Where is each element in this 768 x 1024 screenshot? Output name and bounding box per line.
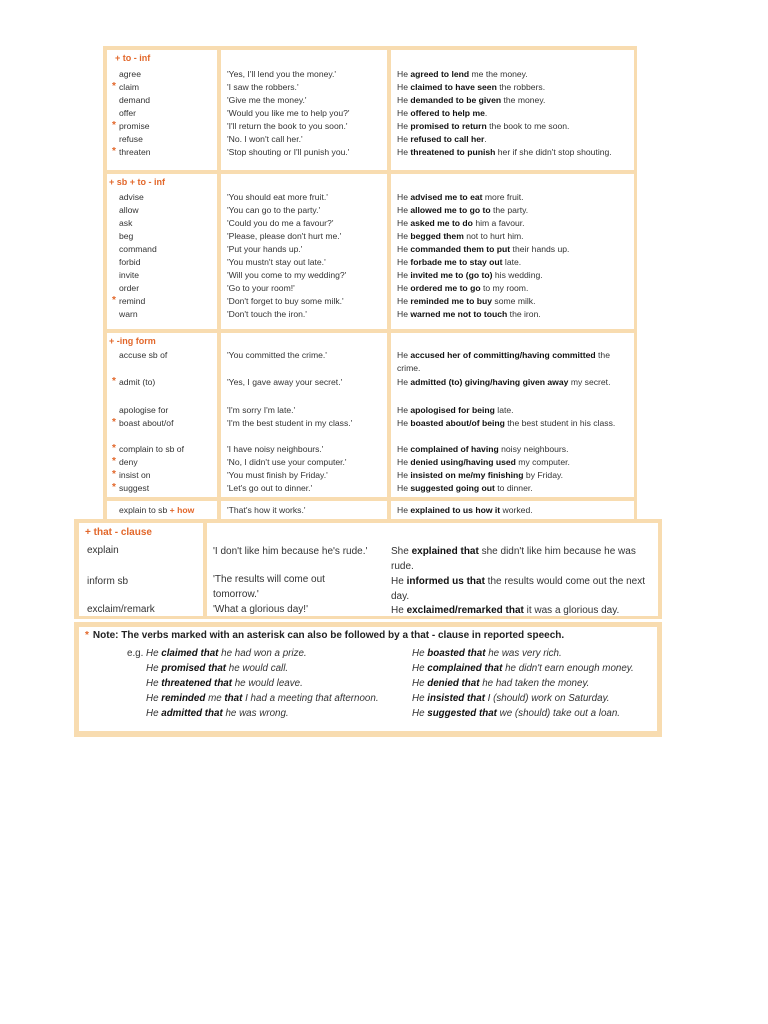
asterisk-icon: * xyxy=(112,120,116,131)
verb-item xyxy=(119,107,136,120)
note-text: He xyxy=(412,693,428,704)
example-sentence: 'You should eat more fruit.' xyxy=(227,192,328,202)
note-example-right xyxy=(412,676,589,691)
note-text: He xyxy=(412,678,428,689)
note-example-left xyxy=(146,691,379,706)
note-verb-pattern: claimed that xyxy=(161,648,219,659)
verb-item xyxy=(112,120,150,133)
note-text: he would leave. xyxy=(232,678,303,689)
verb-item xyxy=(119,230,133,243)
example-sentence: 'You mustn't stay out late.' xyxy=(227,257,326,267)
verb-item xyxy=(119,404,168,417)
reported-text: He xyxy=(397,377,411,387)
verb-item xyxy=(112,482,150,495)
reported-sentence xyxy=(397,107,631,120)
reported-text: He xyxy=(397,205,411,215)
plus-sign: + xyxy=(109,177,115,187)
verb-label: order xyxy=(119,283,140,293)
note-text: he had won a prize. xyxy=(218,648,307,659)
note-verb-pattern: reminded xyxy=(161,693,206,704)
note-text: He xyxy=(146,663,162,674)
reported-sentence xyxy=(397,404,631,417)
note-text: He xyxy=(412,708,428,719)
reported-verb-pattern: accused her of committing/having committed xyxy=(410,350,596,360)
reported-text: the iron. xyxy=(507,309,541,319)
verb-label: demand xyxy=(119,95,151,105)
reported-verb-pattern: refused to call her xyxy=(410,134,485,144)
example-sentence: 'Yes, I'll lend you the money.' xyxy=(227,69,337,79)
section-sb-to-inf xyxy=(103,174,637,329)
reported-text: some milk. xyxy=(492,296,536,306)
note-text: I (should) work on Saturday. xyxy=(484,693,610,704)
verb-item xyxy=(119,349,167,362)
header-label: -ing form xyxy=(116,336,156,346)
example-sentence: 'I have noisy neighbours.' xyxy=(227,444,324,454)
verb-label: advise xyxy=(119,192,144,202)
verb-label: accuse sb of xyxy=(119,350,168,360)
verb-label: insist on xyxy=(119,470,151,480)
verb-label: threaten xyxy=(119,147,151,157)
reported-text: the money. xyxy=(501,95,546,105)
reported-sentence xyxy=(397,417,631,430)
reported-text: He xyxy=(397,283,411,293)
example-sentence: 'You can go to the party.' xyxy=(227,205,321,215)
example-sentence: 'I'll return the book to you soon.' xyxy=(227,121,348,131)
verb-label: claim xyxy=(119,82,140,92)
reported-sentence xyxy=(397,81,631,94)
example-sentence: 'Would you like me to help you?' xyxy=(227,108,350,118)
verb-label: admit (to) xyxy=(119,377,156,387)
note-example-left xyxy=(146,661,288,676)
verb-column xyxy=(107,501,217,520)
verb-item xyxy=(112,443,184,456)
reported-verb-pattern: forbade me to stay out xyxy=(410,257,503,267)
reported-sentence xyxy=(397,256,631,269)
reported-text: He xyxy=(397,457,411,467)
reported-text: He xyxy=(397,244,411,254)
note-verb-pattern: suggested that xyxy=(427,708,497,719)
example-column xyxy=(221,174,387,329)
reported-text: He xyxy=(397,147,411,157)
reported-sentence xyxy=(397,68,631,81)
section-how xyxy=(103,501,637,520)
reported-sentence xyxy=(397,94,631,107)
verb-label: remind xyxy=(119,296,146,306)
reported-text: He xyxy=(397,192,411,202)
reported-sentence xyxy=(397,295,631,308)
note-text: he would call. xyxy=(226,663,289,674)
verb-item xyxy=(119,243,157,256)
asterisk-icon: * xyxy=(112,81,116,92)
reported-sentence: He exclaimed/remarked that it was a glorious day. xyxy=(391,605,620,616)
reported-verb-pattern: claimed to have seen xyxy=(410,82,497,92)
verb-explain: explain xyxy=(87,545,119,556)
section-ing-form xyxy=(103,333,637,497)
verb-label: refuse xyxy=(119,134,143,144)
reported-verb-pattern: complained of having xyxy=(410,444,499,454)
example-sentence: 'I saw the robbers.' xyxy=(227,82,299,92)
reported-text: He xyxy=(397,296,411,306)
example-sentence: 'Stop shouting or I'll punish you.' xyxy=(227,147,350,157)
note-example-right xyxy=(412,706,620,721)
reported-text: my computer. xyxy=(515,457,570,467)
reported-verb-pattern: ordered me to go xyxy=(410,283,481,293)
example-sentence: 'What a glorious day!' xyxy=(213,604,308,615)
asterisk-icon: * xyxy=(112,417,116,428)
verb-label: deny xyxy=(119,457,138,467)
reported-sentence xyxy=(397,308,631,321)
note-example-right xyxy=(412,661,634,676)
verb-item xyxy=(119,269,139,282)
reported-text: the best student in his class. xyxy=(504,418,616,428)
reported-text: the crime. xyxy=(397,350,610,373)
verb-inform-sb: inform sb xyxy=(87,576,129,587)
reported-sentence xyxy=(397,133,631,146)
note-text: he didn't earn enough money. xyxy=(502,663,634,674)
asterisk-icon: * xyxy=(112,443,116,454)
section-header xyxy=(115,53,150,63)
asterisk-icon: * xyxy=(112,456,116,467)
reported-verb-pattern: reminded me to buy xyxy=(410,296,493,306)
example-sentence: 'That's how it works.' xyxy=(227,505,306,515)
reported-text: the book to me soon. xyxy=(486,121,570,131)
reported-verb-pattern: demanded to be given xyxy=(410,95,502,105)
reported-verb-pattern: insisted on me/my finishing xyxy=(410,470,524,480)
header-label: that - clause xyxy=(93,527,152,538)
note-verb-pattern: promised that xyxy=(161,663,227,674)
reported-verb-pattern: denied using/having used xyxy=(410,457,516,467)
note-box xyxy=(74,622,662,737)
verb-column xyxy=(107,174,217,329)
reported-text: He xyxy=(397,257,411,267)
reported-text: He xyxy=(397,418,411,428)
reported-text: He xyxy=(397,309,411,319)
note-text: He xyxy=(412,648,428,659)
reported-text: to dinner. xyxy=(494,483,533,493)
section-to-inf xyxy=(103,50,637,170)
verb-item xyxy=(112,417,174,430)
reported-text: their hands up. xyxy=(510,244,570,254)
verb-column xyxy=(79,523,203,616)
note-text: we (should) take out a loan. xyxy=(496,708,621,719)
asterisk-icon: * xyxy=(112,482,116,493)
reported-verb-pattern: boasted about/of being xyxy=(410,418,505,428)
reported-sentence xyxy=(397,469,631,482)
verb-label: forbid xyxy=(119,257,141,267)
reported-text: He xyxy=(397,270,411,280)
section-header xyxy=(85,527,152,538)
reported-text: her if she didn't stop shouting. xyxy=(495,147,612,157)
note-text: He xyxy=(412,663,428,674)
verb-label: invite xyxy=(119,270,140,280)
section-header xyxy=(109,336,156,346)
reported-text: noisy neighbours. xyxy=(498,444,569,454)
reported-sentence: He explained to us how it worked. xyxy=(397,505,533,515)
example-sentence: 'I'm sorry I'm late.' xyxy=(227,405,296,415)
verb-item xyxy=(119,133,143,146)
reported-text: the party. xyxy=(490,205,529,215)
verb-label: beg xyxy=(119,231,134,241)
note-content xyxy=(79,627,657,731)
verb-item xyxy=(119,282,139,295)
header-label: how xyxy=(177,505,195,515)
reported-verb-pattern: threatened to punish xyxy=(410,147,496,157)
reported-sentence xyxy=(397,482,631,495)
verb-item xyxy=(119,204,139,217)
reported-text: He xyxy=(397,444,411,454)
verb-label: agree xyxy=(119,69,141,79)
reported-verb-pattern: asked me to do xyxy=(410,218,473,228)
asterisk-icon: * xyxy=(112,295,116,306)
reported-verb-pattern: admitted (to) giving/having given away xyxy=(410,377,569,387)
reported-text: . xyxy=(484,134,487,144)
reported-verb-pattern: invited me to (go to) xyxy=(410,270,493,280)
example-sentence: 'Don't forget to buy some milk.' xyxy=(227,296,344,306)
reported-text: to my room. xyxy=(480,283,529,293)
reported-verb-pattern: begged them xyxy=(410,231,464,241)
asterisk-icon: * xyxy=(112,376,116,387)
example-sentence: 'Please, please don't hurt me.' xyxy=(227,231,342,241)
example-sentence: 'Will you come to my wedding?' xyxy=(227,270,347,280)
note-example-left xyxy=(146,676,303,691)
reported-verb-pattern: promised to return xyxy=(410,121,487,131)
reported-sentence xyxy=(397,282,631,295)
verb-label: suggest xyxy=(119,483,150,493)
verb-label: complain to sb of xyxy=(119,444,184,454)
note-verb-pattern: complained that xyxy=(427,663,503,674)
reported-column xyxy=(391,50,634,170)
reported-text: his wedding. xyxy=(492,270,543,280)
reported-text: . xyxy=(484,108,488,118)
example-sentence: 'Yes, I gave away your secret.' xyxy=(227,377,343,387)
reported-sentence xyxy=(397,146,631,159)
example-column xyxy=(221,50,387,170)
example-sentence: 'No. I won't call her.' xyxy=(227,134,303,144)
example-sentence: 'I'm the best student in my class.' xyxy=(227,418,353,428)
plus-sign: + xyxy=(109,336,115,346)
verb-item xyxy=(119,308,138,321)
verb-label: command xyxy=(119,244,157,254)
reported-verb-pattern: allowed me to go to xyxy=(410,205,491,215)
reported-text: the robbers. xyxy=(496,82,546,92)
verb-column xyxy=(107,50,217,170)
reported-text: He xyxy=(397,218,411,228)
verb-item xyxy=(119,191,144,204)
verb-item xyxy=(112,469,151,482)
asterisk-icon: * xyxy=(85,630,89,641)
asterisk-icon: * xyxy=(112,146,116,157)
reported-text: late. xyxy=(502,257,522,267)
note-verb-pattern: admitted that xyxy=(161,708,223,719)
example-column xyxy=(221,501,387,520)
reported-sentence xyxy=(397,120,631,133)
reported-sentence xyxy=(397,456,631,469)
example-sentence: 'You committed the crime.' xyxy=(227,350,327,360)
verbs-table xyxy=(103,46,637,520)
plus-sign: + xyxy=(115,53,121,63)
note-verb-pattern: threatened that xyxy=(161,678,233,689)
note-text: he had taken the money. xyxy=(479,678,590,689)
note-text: He xyxy=(146,693,162,704)
note-text: me xyxy=(205,693,225,704)
verb-item xyxy=(119,256,141,269)
plus-sign: + xyxy=(85,527,91,538)
note-example-left xyxy=(146,646,307,661)
note-example-right xyxy=(412,646,562,661)
note-example-right xyxy=(412,691,609,706)
note-verb-pattern: boasted that xyxy=(427,648,486,659)
reported-sentence xyxy=(397,191,631,204)
verb-item xyxy=(112,81,140,94)
example-sentence: 'The results will come out tomorrow.' xyxy=(213,574,325,600)
reported-text: He xyxy=(397,231,411,241)
verb-item xyxy=(112,456,138,469)
note-text: I had a meeting that afternoon. xyxy=(242,693,379,704)
example-sentence: 'Put your hands up.' xyxy=(227,244,303,254)
reported-sentence xyxy=(397,204,631,217)
verb-label: allow xyxy=(119,205,139,215)
note-verb-pattern: that xyxy=(224,693,243,704)
note-text: he was wrong. xyxy=(222,708,289,719)
example-sentence: 'No, I didn't use your computer.' xyxy=(227,457,347,467)
header-label: to - inf xyxy=(122,53,151,63)
reported-sentence: He informed us that the results would come out the next day. xyxy=(391,576,645,602)
reported-text: me the money. xyxy=(469,69,528,79)
verb-label: boast about/of xyxy=(119,418,174,428)
example-column xyxy=(221,333,387,497)
verb-exclaim-remark: exclaim/remark xyxy=(87,604,155,615)
reported-verb-pattern: advised me to eat xyxy=(410,192,483,202)
verb-item xyxy=(119,68,141,81)
eg-label: e.g. xyxy=(127,648,144,659)
verb-label: apologise for xyxy=(119,405,169,415)
reported-sentence: She explained that she didn't like him because he was rude. xyxy=(391,546,636,572)
note-text: He xyxy=(146,708,162,719)
verb-label: offer xyxy=(119,108,137,118)
reported-verb-pattern: apologised for being xyxy=(410,405,495,415)
reported-verb-pattern: warned me not to touch xyxy=(410,309,508,319)
reported-sentence xyxy=(397,349,631,375)
example-sentence: 'Don't touch the iron.' xyxy=(227,309,307,319)
reported-text: He xyxy=(397,405,411,415)
section-header xyxy=(109,177,165,187)
verb-item xyxy=(119,217,132,230)
reported-sentence xyxy=(397,376,631,389)
note-text: he was very rich. xyxy=(485,648,562,659)
note-example-left xyxy=(146,706,289,721)
reported-column xyxy=(391,174,634,329)
note-text: He xyxy=(146,678,162,689)
reported-text: He xyxy=(397,108,411,118)
example-sentence: 'Let's go out to dinner.' xyxy=(227,483,313,493)
section-that-clause xyxy=(74,519,662,619)
verb-label: promise xyxy=(119,121,150,131)
reported-text: my secret. xyxy=(568,377,611,387)
reported-text: He xyxy=(397,69,411,79)
reported-verb-pattern: offered to help me xyxy=(410,108,485,118)
example-sentence: 'Go to your room!' xyxy=(227,283,295,293)
example-sentence: 'Could you do me a favour?' xyxy=(227,218,334,228)
note-title: * Note: The verbs marked with an asterisk can also be followed by a that - clause in reported speech. xyxy=(85,630,565,641)
reported-text: more fruit. xyxy=(482,192,524,202)
reported-text: He xyxy=(397,483,411,493)
verb-item xyxy=(112,295,146,308)
note-verb-pattern: denied that xyxy=(427,678,480,689)
reported-verb-pattern: suggested going out xyxy=(410,483,495,493)
reported-sentence xyxy=(397,243,631,256)
reported-text: He xyxy=(397,95,411,105)
reported-text: by Friday. xyxy=(523,470,564,480)
header-label: sb + to - inf xyxy=(116,177,166,187)
reported-sentence xyxy=(397,443,631,456)
reported-text: He xyxy=(397,82,411,92)
plus-sign: + xyxy=(169,505,175,515)
example-sentence: 'I don't like him because he's rude.' xyxy=(213,546,368,557)
example-sentence: 'You must finish by Friday.' xyxy=(227,470,328,480)
verb-item xyxy=(119,94,150,107)
note-verb-pattern: insisted that xyxy=(427,693,485,704)
asterisk-icon: * xyxy=(112,469,116,480)
verb-explain-to-sb: explain to sb + how xyxy=(119,505,195,515)
verb-item xyxy=(112,146,151,159)
verb-column xyxy=(107,333,217,497)
reported-verb-pattern: commanded them to put xyxy=(410,244,511,254)
reported-text: not to hurt him. xyxy=(463,231,524,241)
reported-text: He xyxy=(397,134,411,144)
example-sentence: 'Give me the money.' xyxy=(227,95,307,105)
reported-sentence xyxy=(397,269,631,282)
reported-column xyxy=(387,523,658,616)
reported-text: He xyxy=(397,121,411,131)
reported-column xyxy=(391,501,634,520)
verb-item xyxy=(112,376,156,389)
note-text: He xyxy=(146,648,162,659)
reported-column xyxy=(391,333,634,497)
reported-sentence xyxy=(397,217,631,230)
reported-sentence xyxy=(397,230,631,243)
verb-label: ask xyxy=(119,218,133,228)
reported-text: He xyxy=(397,350,411,360)
reported-text: late. xyxy=(494,405,514,415)
verb-label: warn xyxy=(119,309,138,319)
reported-text: him a favour. xyxy=(472,218,525,228)
reported-text: He xyxy=(397,470,411,480)
reported-verb-pattern: agreed to lend xyxy=(410,69,470,79)
